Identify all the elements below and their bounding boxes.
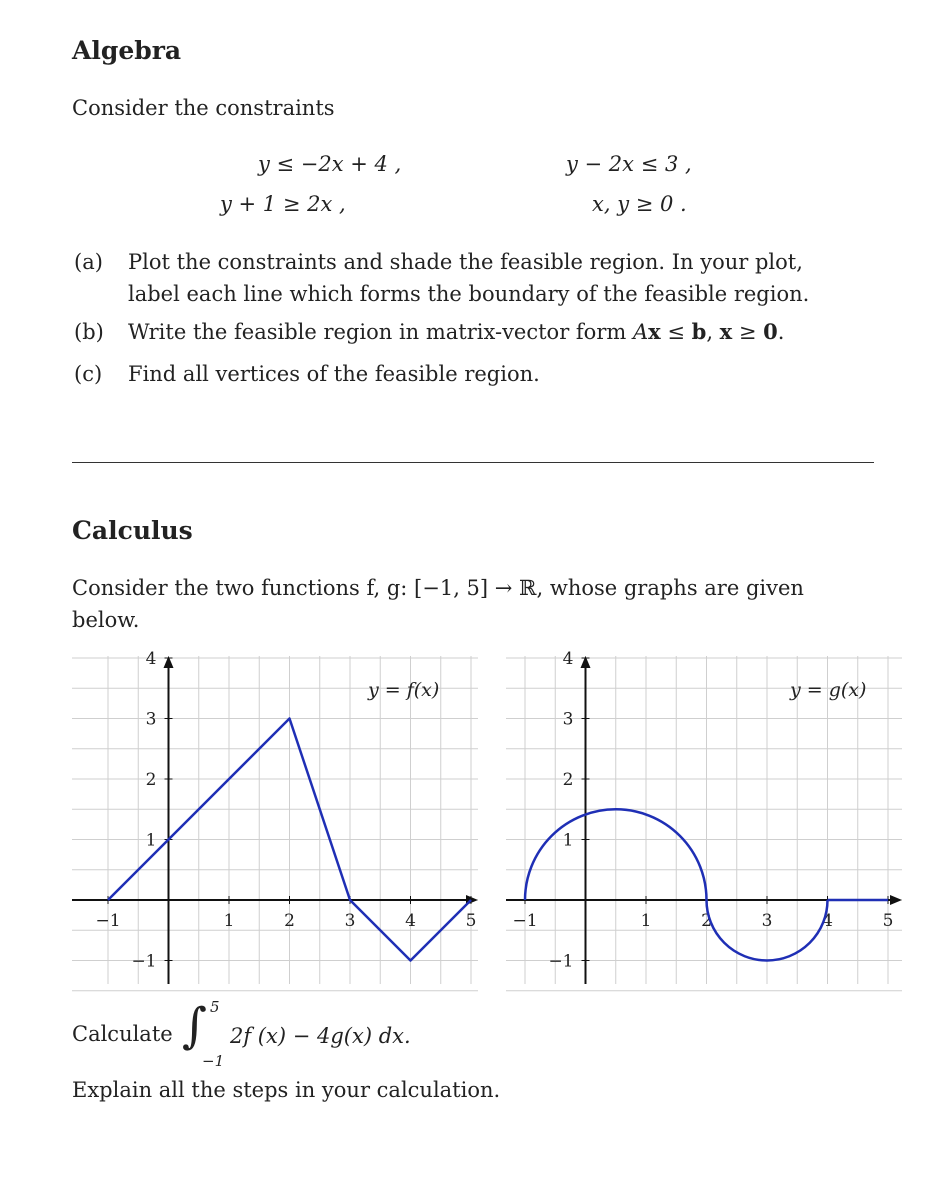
graph-f-x-tick-label: 4 bbox=[405, 911, 416, 931]
item-a bbox=[74, 246, 874, 310]
integrand: 2f (x) − 4g(x) dx. bbox=[230, 1024, 411, 1048]
integral-lower: −1 bbox=[202, 1052, 225, 1070]
graph-g-x-tick-label: −1 bbox=[512, 911, 538, 931]
item-b-ge: ≥ bbox=[732, 320, 764, 344]
constraint-3: y + 1 ≥ 2x , bbox=[220, 192, 346, 216]
item-b-A: A bbox=[632, 320, 649, 344]
item-b-x1: x bbox=[648, 319, 661, 344]
graph-f-x-tick-label: −1 bbox=[95, 911, 121, 931]
algebra-heading: Algebra bbox=[72, 36, 182, 65]
section-divider bbox=[72, 462, 874, 463]
graph-g-y-tick-label: 2 bbox=[562, 770, 574, 790]
item-b-b: b bbox=[691, 319, 707, 344]
item-a-line1: Plot the constraints and shade the feasible region. In your plot, bbox=[128, 250, 803, 274]
item-b-zero: 0 bbox=[763, 319, 778, 344]
algebra-intro: Consider the constraints bbox=[72, 96, 335, 120]
graph-f-x-tick-label: 2 bbox=[284, 911, 295, 931]
item-b-text: Write the feasible region in matrix-vector form bbox=[128, 320, 633, 344]
item-b-x2: x bbox=[719, 319, 733, 344]
graph-f-grid bbox=[72, 656, 478, 991]
graph-g-y-tick-label: 4 bbox=[562, 649, 574, 669]
item-b-sep: , bbox=[706, 320, 720, 344]
graph-f-x-tick-label: 1 bbox=[223, 911, 235, 931]
calculus-intro-line2: below. bbox=[72, 608, 140, 632]
item-b-end: . bbox=[777, 320, 785, 344]
graph-g-x-tick-label: 3 bbox=[761, 911, 773, 931]
graph-f-axes bbox=[72, 656, 478, 984]
item-c-text: Find all vertices of the feasible region. bbox=[128, 362, 540, 386]
calc-word: Calculate bbox=[72, 1022, 173, 1046]
item-b-label: (b) bbox=[74, 320, 104, 344]
graph-f-title: y = f(x) bbox=[368, 679, 440, 701]
item-b bbox=[74, 316, 874, 348]
item-a-label: (a) bbox=[74, 250, 103, 274]
graph-f-y-tick-label: 2 bbox=[145, 770, 157, 790]
graph-g bbox=[506, 644, 906, 992]
graph-f-y-tick-label: 3 bbox=[145, 709, 157, 730]
calculus-heading: Calculus bbox=[72, 516, 193, 545]
graph-f-x-tick-label: 5 bbox=[465, 911, 477, 931]
graph-g-x-tick-label: 4 bbox=[822, 911, 833, 931]
graph-g-x-tick-label: 1 bbox=[640, 911, 652, 931]
graph-g-x-tick-label: 2 bbox=[701, 911, 712, 931]
graph-g-y-tick-label: 1 bbox=[562, 830, 574, 851]
graph-f-y-tick-label: −1 bbox=[131, 951, 157, 972]
graph-g-y-tick-label: 3 bbox=[562, 709, 574, 730]
graph-g-axes bbox=[506, 656, 902, 984]
graph-f-x-tick-label: 3 bbox=[344, 911, 356, 931]
integral-sign: ∫ bbox=[182, 998, 208, 1054]
graph-g-x-arrow bbox=[890, 895, 902, 905]
graph-f-y-tick-label: 4 bbox=[145, 649, 157, 669]
item-c-label: (c) bbox=[74, 362, 103, 386]
explain-text: Explain all the steps in your calculation. bbox=[72, 1078, 501, 1102]
constraint-1: y ≤ −2x + 4 , bbox=[258, 152, 402, 176]
graph-f-y-tick-label: 1 bbox=[145, 830, 157, 851]
graph-g-x-tick-label: 5 bbox=[882, 911, 894, 931]
constraint-4: x, y ≥ 0 . bbox=[592, 192, 687, 216]
integral-upper: 5 bbox=[210, 998, 220, 1016]
constraint-2: y − 2x ≤ 3 , bbox=[566, 152, 692, 176]
item-c bbox=[74, 358, 874, 390]
graph-g-title: y = g(x) bbox=[790, 679, 867, 701]
graph-f bbox=[72, 644, 482, 992]
graph-g-y-tick-label: −1 bbox=[548, 951, 574, 972]
item-a-line2: label each line which forms the boundary of the feasible region. bbox=[128, 282, 810, 306]
calculus-intro-line1: Consider the two functions f, g: [−1, 5] → ℝ, whose graphs are given bbox=[72, 576, 804, 600]
item-b-le: ≤ bbox=[660, 320, 692, 344]
